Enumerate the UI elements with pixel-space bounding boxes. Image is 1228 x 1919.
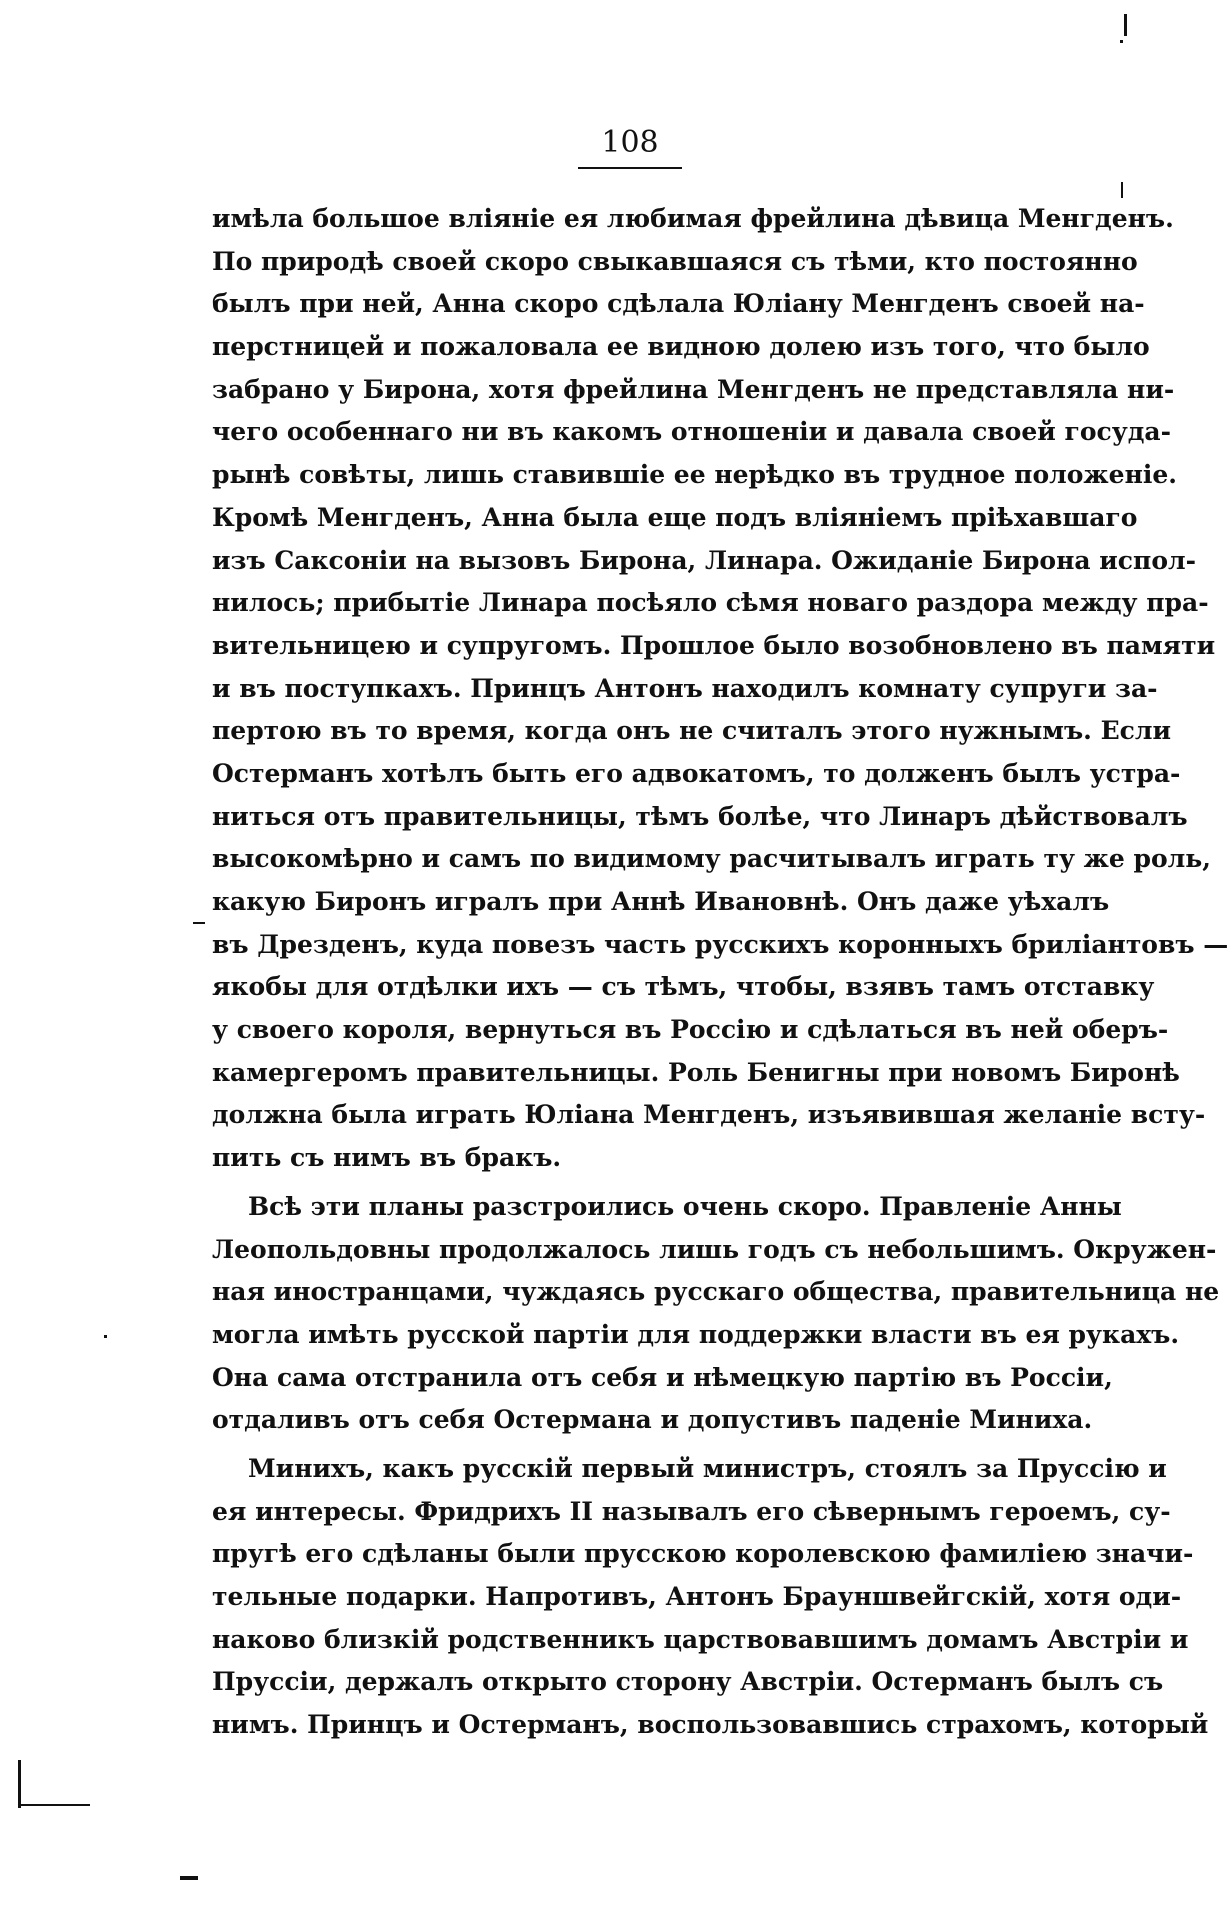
text-line: изъ Саксоніи на вызовъ Бирона, Линара. Ожиданіе Бирона испол- <box>212 545 1197 575</box>
text-line: какую Биронъ игралъ при Аннѣ Ивановнѣ. Онъ даже уѣхалъ <box>212 887 1110 916</box>
text-line: ная иностранцами, чуждаясь русскаго общества, правительница не <box>212 1277 1220 1307</box>
paragraph-2 <box>212 1186 1220 1442</box>
text-line: вительницею и супругомъ. Прошлое было возобновлено въ памяти <box>212 630 1216 660</box>
text-line: имѣла большое вліяніе ея любимая фрейлина дѣвица Менгденъ. <box>212 204 1174 233</box>
page-number-underline <box>578 167 682 169</box>
text-line: Она сама отстранила отъ себя и нѣмецкую партію въ Россіи, <box>212 1362 1113 1392</box>
text-line: чего особеннаго ни въ какомъ отношеніи и давала своей госуда- <box>212 417 1171 447</box>
scan-mark-bottom-left-horizontal <box>18 1804 90 1806</box>
text-line: забрано у Бирона, хотя фрейлина Менгденъ не представляла ни- <box>212 374 1175 404</box>
page-number: 108 <box>601 125 659 160</box>
text-line: пругѣ его сдѣланы были прусскою королевскою фамиліею значи- <box>212 1539 1194 1569</box>
scan-mark-top-right <box>1124 14 1127 36</box>
paragraph-1 <box>212 198 1228 1180</box>
text-line: могла имѣть русской партіи для поддержки власти въ ея рукахъ. <box>212 1319 1180 1349</box>
text-line: и въ поступкахъ. Принцъ Антонъ находилъ комнату супруги за- <box>212 673 1158 703</box>
text-line: Всѣ эти планы разстроились очень скоро. Правленіе Анны <box>248 1191 1122 1221</box>
scan-mark-top-right-dot <box>1120 40 1123 43</box>
text-line: камергеромъ правительницы. Роль Бенигны при новомъ Биронѣ <box>212 1057 1180 1087</box>
paragraph-3 <box>212 1448 1209 1747</box>
scan-mark-left-dot <box>104 1335 107 1338</box>
scan-mark-bottom-left-vertical <box>18 1760 21 1808</box>
text-line: Минихъ, какъ русскій первый министръ, стоялъ за Пруссію и <box>248 1453 1167 1483</box>
text-line: ея интересы. Фридрихъ II называлъ его сѣвернымъ героемъ, су- <box>212 1496 1171 1526</box>
text-line: Пруссіи, держалъ открыто сторону Австріи. Остерманъ былъ съ <box>212 1667 1164 1697</box>
text-line: перстницей и пожаловала ее видною долею изъ того, что было <box>212 332 1150 362</box>
text-line: высокомѣрно и самъ по видимому расчитывалъ играть ту же роль, <box>212 844 1211 874</box>
text-line: якобы для отдѣлки ихъ — съ тѣмъ, чтобы, взявъ тамъ отставку <box>212 972 1155 1002</box>
text-line: пить съ нимъ въ бракъ. <box>212 1143 562 1173</box>
text-line: Остерманъ хотѣлъ быть его адвокатомъ, то долженъ былъ устра- <box>212 758 1181 788</box>
body-text <box>212 198 1228 1747</box>
text-line: наково близкій родственникъ царствовавшимъ домамъ Австріи и <box>212 1624 1189 1654</box>
scan-mark-left-dash <box>193 922 205 924</box>
text-line: ниться отъ правительницы, тѣмъ болѣе, что Линаръ дѣйствовалъ <box>212 801 1188 831</box>
text-line: въ Дрезденъ, куда повезъ часть русскихъ коронныхъ бриліантовъ — <box>212 929 1228 959</box>
text-line: Кромѣ Менгденъ, Анна была еще подъ вліяніемъ пріѣхавшаго <box>212 502 1138 532</box>
text-line: нимъ. Принцъ и Остерманъ, воспользовавшись страхомъ, который <box>212 1710 1209 1740</box>
text-line: тельные подарки. Напротивъ, Антонъ Брауншвейгскій, хотя оди- <box>212 1582 1182 1611</box>
scan-mark-right-edge <box>1121 182 1123 198</box>
text-line: былъ при ней, Анна скоро сдѣлала Юліану Менгденъ своей на- <box>212 289 1145 319</box>
text-line: По природѣ своей скоро свыкавшаяся съ тѣми, кто постоянно <box>212 246 1138 276</box>
text-line: рынѣ совѣты, лишь ставившіе ее нерѣдко въ трудное положеніе. <box>212 460 1177 490</box>
text-line: отдаливъ отъ себя Остермана и допустивъ паденіе Миниха. <box>212 1405 1093 1435</box>
text-line: пертою въ то время, когда онъ не считалъ этого нужнымъ. Если <box>212 716 1172 746</box>
text-line: Леопольдовны продолжалось лишь годъ съ небольшимъ. Окружен- <box>212 1234 1217 1264</box>
text-line: нилось; прибытіе Линара посѣяло сѣмя новаго раздора между пра- <box>212 588 1209 618</box>
text-line: у своего короля, вернуться въ Россію и сдѣлаться въ ней оберъ- <box>212 1015 1169 1045</box>
text-line: должна была играть Юліана Менгденъ, изъявившая желаніе всту- <box>212 1100 1206 1130</box>
scan-mark-bottom-left-tick <box>180 1876 198 1880</box>
